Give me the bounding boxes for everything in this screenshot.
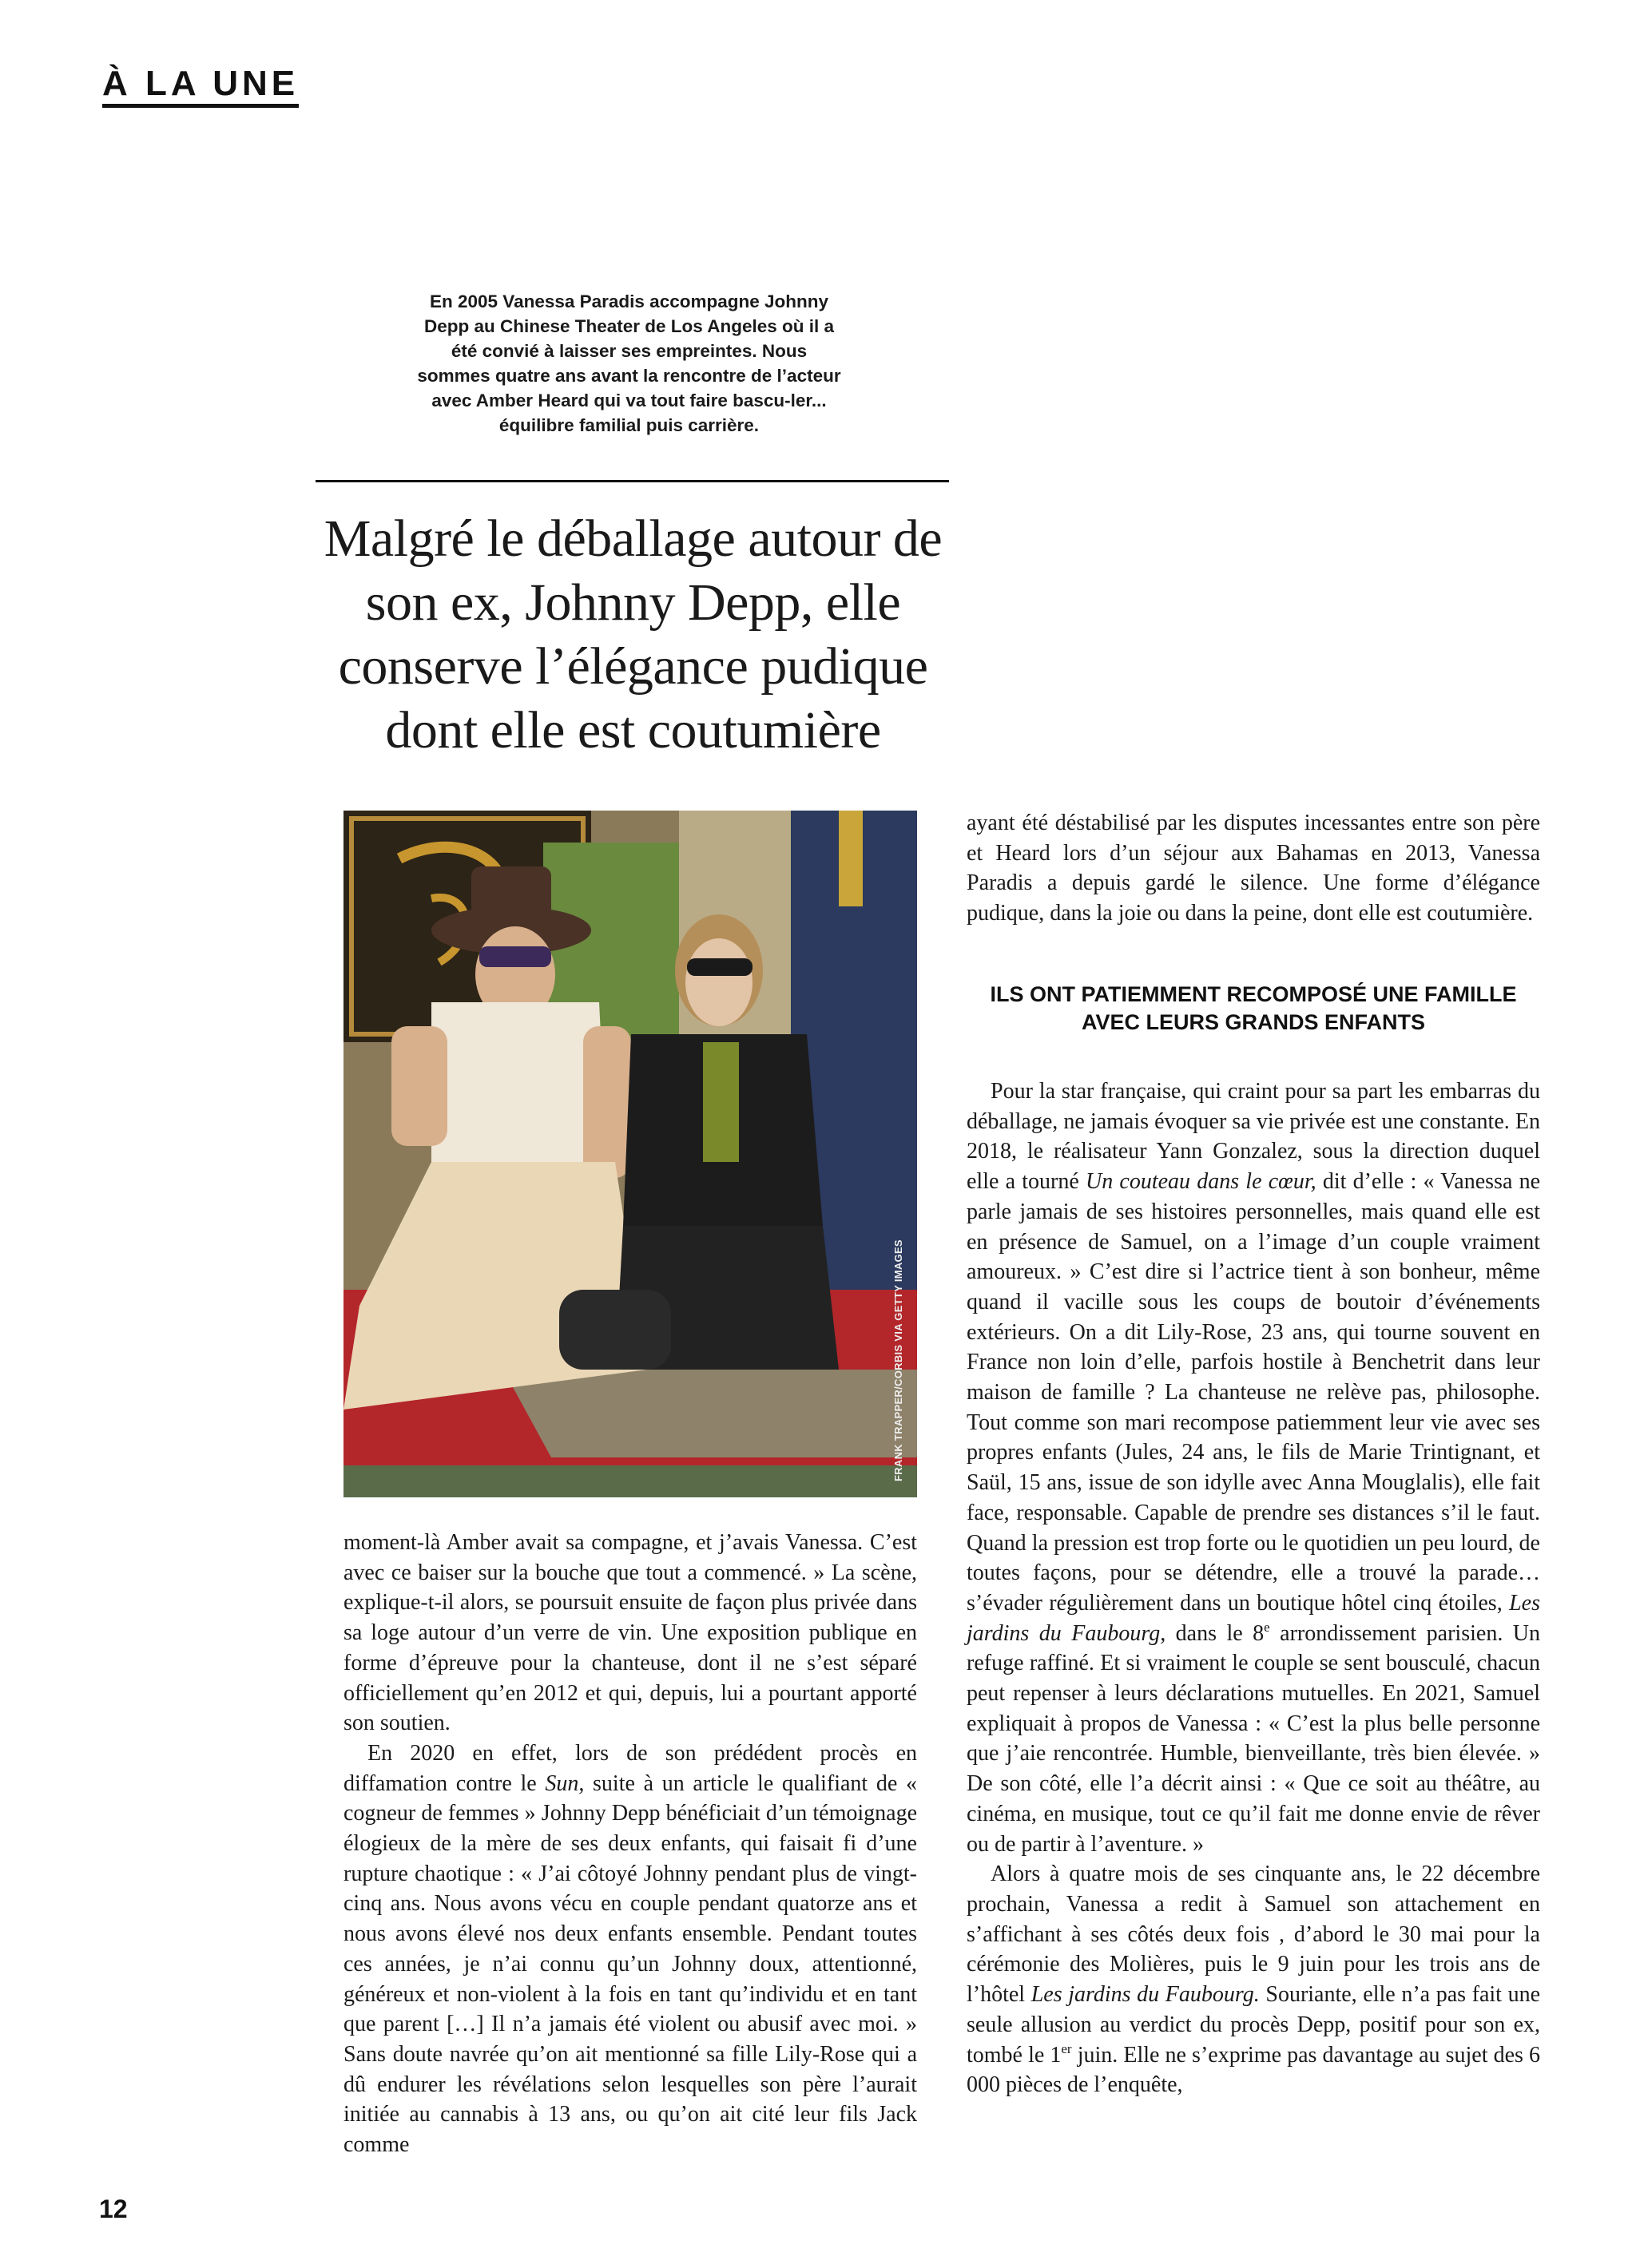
page-number: 12	[99, 2195, 128, 2223]
right-paragraph-1: ayant été déstabilisé par les disputes incessantes entre son père et Heard lors d’un séjour aux Bahamas en 2013, Vanessa Paradis a depuis gardé le silence. Une forme d’élégance pudique, dans la joie ou dans la peine, dont elle est coutumière.	[967, 811, 1540, 926]
right-column-top	[967, 808, 1540, 929]
text-run: dit d’elle : « Vanessa ne parle jamais de ses histoires personnelles, mais quand elle est en présence de Samuel, on a l’image d’un couple vraiment amoureux. » C’est dire si l’actrice tient à son bonheur, même quand il vacille sous les coups de boutoir d’événements extérieurs. On a dit Lily-Rose, 23 ans, qui tourne souvent en France non loin d’elle, parfois hostile à Benchetrit dans leur maison de famille ? La chanteuse ne relève pas, philosophe. Tout comme son mari recompose patiemment leur vie avec ses propres enfants (Jules, 24 ans, le fils de Marie Trintignant, et Saül, 15 ans, issue de son idylle avec Anna Mouglalis), elle fait face, responsable. Capable de prendre ses distances s’il le faut. Quand la pression est trop forte ou le quotidien un peu lourd, de toutes façons, pour se détendre, elle a trouvé la parade… s’évader régulièrement dans un boutique hôtel cinq étoiles,	[967, 1169, 1540, 1616]
text-run: Pour la star française, qui craint pour sa part les embarras du déballage, ne jamais évoquer sa vie privée est une constante. En 2018, le réalisateur Yann Gonzalez, sous la direction duquel elle a tourné	[967, 1079, 1540, 1195]
photo-credit: FRANK TRAPPER/CORBIS VIA GETTY IMAGES	[892, 1239, 904, 1481]
text-run: Alors à quatre mois de ses cinquante ans, le 22 décembre prochain, Vanessa a redit à Samuel son attachement en s’affichant à ses côtés deux fois , d’abord le 30 mai pour la cérémonie des Molières, puis le 9 juin pour les trois ans de l’hôtel	[967, 1862, 1540, 2008]
pull-quote: Malgré le déballage autour de son ex, Johnny Depp, elle conserve l’élégance pudique dont elle est coutumière	[324, 510, 943, 759]
publication-name: Sun,	[545, 1770, 585, 1796]
caption-divider	[316, 480, 949, 482]
text-run: suite à un article le qualifiant de « cogneur de femmes » Johnny Depp bénéficiait d’un témoignage élogieux de la mère de ses deux enfants, qui faisait fi d’une rupture chaotique : « J’ai côtoyé Johnny pendant plus de vingt-cinq ans. Nous avons vécu en couple pendant quatorze ans et nous avons élevé nos deux enfants ensemble. Pendant toutes ces années, je n’ai connu qu’un Johnny doux, attentionné, généreux et non-violent à la fois en tant qu’individu et en tant que parent […] Il n’a jamais été violent ou abusif avec moi. » Sans doute navrée qu’on ait mentionné sa fille Lily-Rose qui a dû endurer les révélations selon lesquelles son père l’aurait initiée au cannabis à 13 ans, ou qu’on ait cité leur fils Jack comme	[343, 1770, 918, 2158]
text-run: juin. Elle ne s’exprime pas davantage au sujet des 6 000 pièces de l’enquête,	[967, 2042, 1541, 2098]
ordinal-suffix: er	[1061, 2040, 1072, 2056]
right-paragraph-2	[967, 1077, 1540, 1859]
hotel-name: Les jardins du Faubourg,	[967, 1590, 1540, 1646]
left-paragraph-2	[343, 1739, 917, 2160]
right-paragraph-3	[967, 1859, 1540, 2100]
text-run: Souriante, elle n’a pas fait une seule allusion au verdict du procès Depp, positif pour son ex, tombé le 1	[967, 1982, 1541, 2068]
section-subhead: ILS ONT PATIEMMENT RECOMPOSÉ UNE FAMILLE AVEC LEURS GRANDS ENFANTS	[990, 982, 1517, 1034]
left-paragraph-1: moment-là Amber avait sa compagne, et j’avais Vanessa. C’est avec ce baiser sur la bouche que tout a commencé. » La scène, explique-t-il alors, se poursuit ensuite de façon plus privée dans sa loge autour d’un verre de vin. Une exposition publique en forme d’épreuve pour la chanteuse, dont il ne s’est séparé officiellement qu’en 2012 et qui, depuis, lui a pourtant apporté son soutien.	[343, 1530, 917, 1736]
text-run: En 2020 en effet, lors de son prédédent procès en diffamation contre le	[343, 1740, 917, 1796]
film-title: Un couteau dans le cœur,	[1085, 1169, 1316, 1195]
photo-caption: En 2005 Vanessa Paradis accompagne Johnny Depp au Chinese Theater de Los Angeles où il a été convié à laisser ses empreintes. Nous sommes quatre ans avant la rencontre de l’acteur avec Amber Heard qui va tout faire bascu-ler... équilibre familial puis carrière.	[417, 291, 841, 435]
hotel-name: Les jardins du Faubourg.	[1030, 1982, 1260, 2008]
text-run: arrondissement parisien. Un refuge raffiné. Et si vraiment le couple se sent bousculé, chacun peut repenser à leurs déclarations mutuelles. En 2021, Samuel expliquait à propos de Vanessa : « C’est la plus belle personne que j’aie rencontrée. Humble, bienveillante, très bien élevée. » De son côté, elle l’a décrit ainsi : « Que ce soit au théâtre, au cinéma, en musique, tout ce qu’il fait me donne envie de rêver ou de partir à l’aventure. »	[967, 1620, 1540, 1857]
photo-illustration	[343, 811, 917, 1497]
left-column	[343, 1528, 917, 2160]
text-run: dans le 8	[1165, 1620, 1265, 1646]
ordinal-suffix: e	[1264, 1619, 1270, 1635]
section-rubric: À LA UNE	[102, 65, 299, 108]
article-photo	[343, 811, 917, 1497]
right-column-bottom	[967, 1077, 1540, 2100]
